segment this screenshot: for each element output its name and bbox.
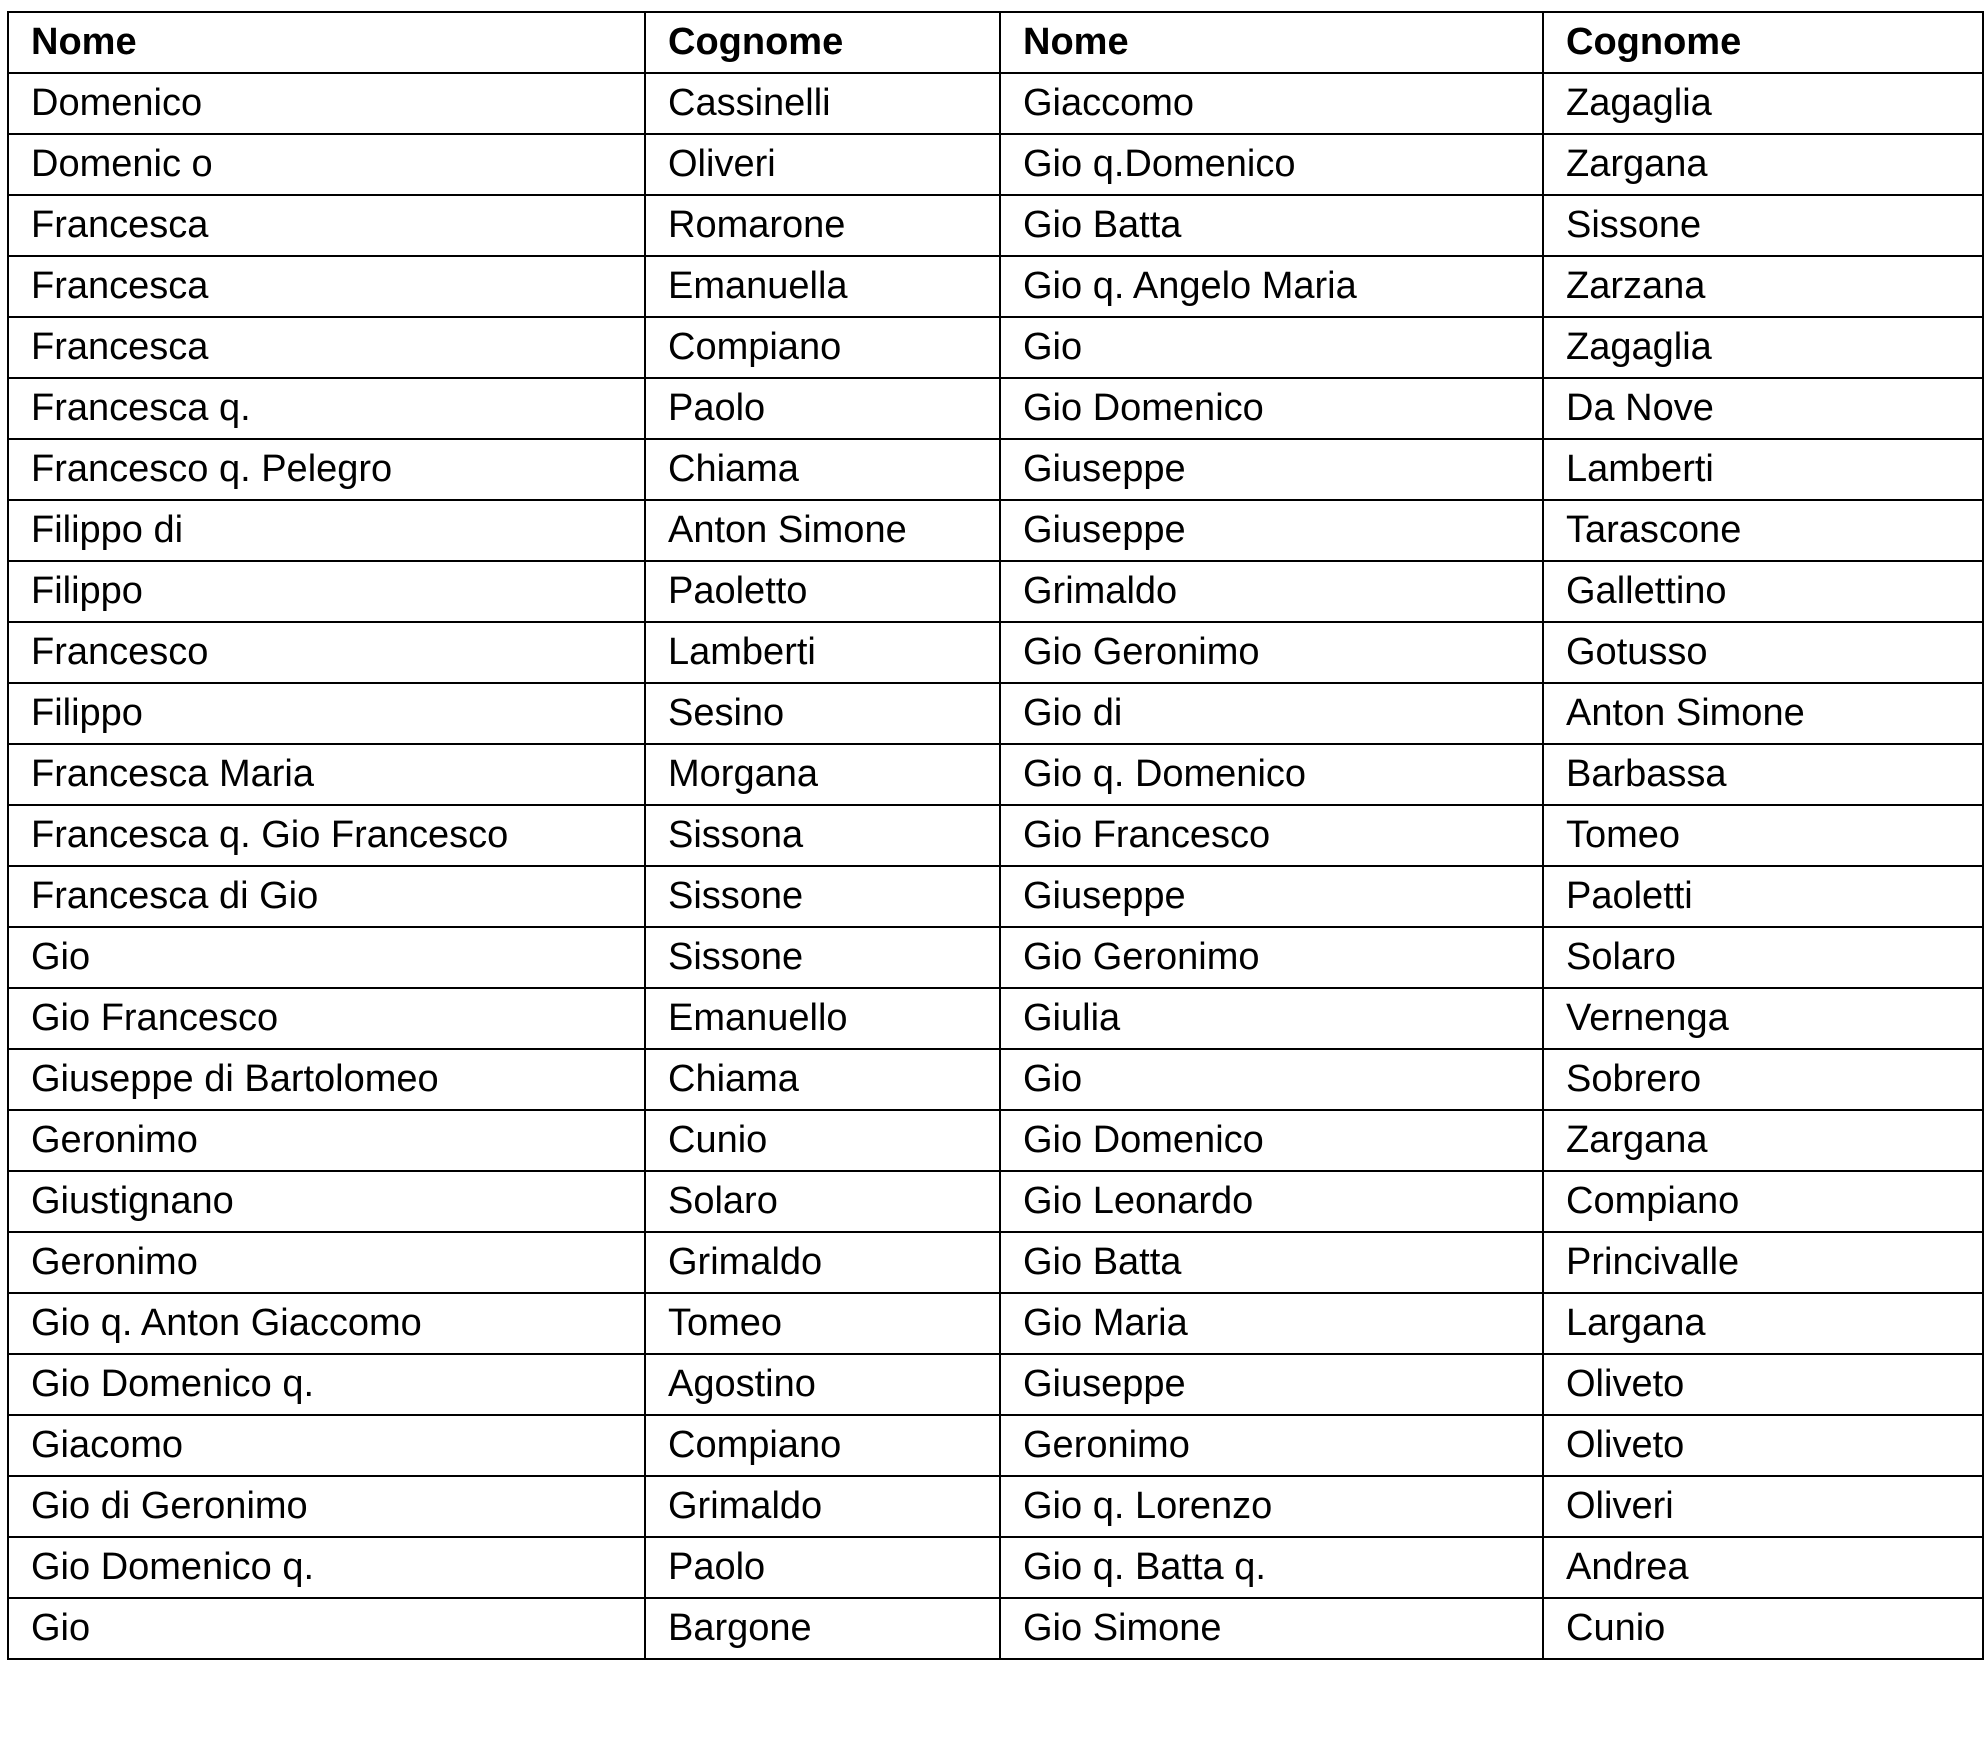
cell-cognome-1: Paoletto (645, 561, 1000, 622)
cell-cognome-2: Cunio (1543, 1598, 1983, 1659)
table-row (8, 1537, 1983, 1598)
cell-nome-2: Geronimo (1000, 1415, 1543, 1476)
cell-cognome-1: Cunio (645, 1110, 1000, 1171)
cell-cognome-2: Da Nove (1543, 378, 1983, 439)
header-cognome-1: Cognome (645, 12, 1000, 73)
header-cognome-2: Cognome (1543, 12, 1983, 73)
cell-nome-2: Gio Simone (1000, 1598, 1543, 1659)
cell-nome-2: Giuseppe (1000, 1354, 1543, 1415)
cell-nome-1: Francesca (8, 256, 645, 317)
cell-cognome-1: Grimaldo (645, 1476, 1000, 1537)
names-table (7, 11, 1984, 1660)
cell-nome-1: Francesco (8, 622, 645, 683)
table-row (8, 805, 1983, 866)
cell-nome-2: Giuseppe (1000, 439, 1543, 500)
cell-cognome-2: Zargana (1543, 1110, 1983, 1171)
cell-nome-2: Gio q. Lorenzo (1000, 1476, 1543, 1537)
cell-nome-2: Gio q. Domenico (1000, 744, 1543, 805)
cell-cognome-1: Solaro (645, 1171, 1000, 1232)
cell-cognome-1: Cassinelli (645, 73, 1000, 134)
table-row (8, 744, 1983, 805)
cell-cognome-1: Compiano (645, 1415, 1000, 1476)
cell-nome-2: Giaccomo (1000, 73, 1543, 134)
cell-cognome-1: Oliveri (645, 134, 1000, 195)
table-row (8, 378, 1983, 439)
cell-cognome-1: Sissone (645, 927, 1000, 988)
cell-cognome-1: Compiano (645, 317, 1000, 378)
cell-nome-2: Giuseppe (1000, 866, 1543, 927)
table-row (8, 1476, 1983, 1537)
table-row (8, 500, 1983, 561)
header-row (8, 12, 1983, 73)
table-row (8, 622, 1983, 683)
cell-nome-1: Filippo (8, 561, 645, 622)
table-row (8, 73, 1983, 134)
table-row (8, 927, 1983, 988)
cell-nome-1: Francesca Maria (8, 744, 645, 805)
cell-nome-1: Francesca di Gio (8, 866, 645, 927)
cell-cognome-2: Sobrero (1543, 1049, 1983, 1110)
cell-nome-1: Francesca q. Gio Francesco (8, 805, 645, 866)
table-row (8, 1415, 1983, 1476)
cell-nome-1: Geronimo (8, 1232, 645, 1293)
cell-cognome-1: Romarone (645, 195, 1000, 256)
cell-cognome-2: Anton Simone (1543, 683, 1983, 744)
cell-nome-1: Gio (8, 927, 645, 988)
table-row (8, 1354, 1983, 1415)
cell-cognome-2: Gallettino (1543, 561, 1983, 622)
table-row (8, 317, 1983, 378)
cell-nome-2: Gio Geronimo (1000, 622, 1543, 683)
cell-nome-1: Gio Domenico q. (8, 1354, 645, 1415)
cell-nome-2: Gio (1000, 317, 1543, 378)
cell-nome-1: Gio q. Anton Giaccomo (8, 1293, 645, 1354)
header-nome-1: Nome (8, 12, 645, 73)
cell-cognome-2: Oliveto (1543, 1415, 1983, 1476)
cell-cognome-2: Tomeo (1543, 805, 1983, 866)
cell-nome-2: Gio q. Batta q. (1000, 1537, 1543, 1598)
cell-nome-2: Gio Domenico (1000, 1110, 1543, 1171)
header-nome-2: Nome (1000, 12, 1543, 73)
cell-cognome-1: Paolo (645, 1537, 1000, 1598)
cell-cognome-1: Morgana (645, 744, 1000, 805)
cell-cognome-2: Paoletti (1543, 866, 1983, 927)
cell-nome-1: Francesca (8, 195, 645, 256)
cell-cognome-1: Sesino (645, 683, 1000, 744)
cell-cognome-1: Agostino (645, 1354, 1000, 1415)
cell-cognome-2: Princivalle (1543, 1232, 1983, 1293)
cell-cognome-2: Lamberti (1543, 439, 1983, 500)
table-body (8, 73, 1983, 1659)
cell-cognome-2: Zagaglia (1543, 317, 1983, 378)
cell-nome-2: Gio Batta (1000, 195, 1543, 256)
table-row (8, 866, 1983, 927)
cell-cognome-2: Vernenga (1543, 988, 1983, 1049)
table-row (8, 988, 1983, 1049)
cell-nome-1: Gio Domenico q. (8, 1537, 645, 1598)
cell-cognome-1: Lamberti (645, 622, 1000, 683)
cell-nome-2: Gio (1000, 1049, 1543, 1110)
cell-nome-1: Gio (8, 1598, 645, 1659)
cell-nome-1: Domenico (8, 73, 645, 134)
cell-cognome-1: Sissone (645, 866, 1000, 927)
cell-cognome-2: Oliveri (1543, 1476, 1983, 1537)
table-row (8, 1598, 1983, 1659)
cell-nome-1: Giustignano (8, 1171, 645, 1232)
cell-cognome-1: Emanuello (645, 988, 1000, 1049)
cell-nome-1: Giacomo (8, 1415, 645, 1476)
cell-cognome-2: Tarascone (1543, 500, 1983, 561)
table-row (8, 561, 1983, 622)
names-document (7, 11, 1982, 1756)
table-row (8, 1293, 1983, 1354)
cell-cognome-2: Gotusso (1543, 622, 1983, 683)
table-row (8, 256, 1983, 317)
cell-nome-1: Gio Francesco (8, 988, 645, 1049)
cell-nome-2: Gio Batta (1000, 1232, 1543, 1293)
cell-nome-2: Gio Francesco (1000, 805, 1543, 866)
cell-nome-1: Domenic o (8, 134, 645, 195)
cell-nome-1: Geronimo (8, 1110, 645, 1171)
table-row (8, 195, 1983, 256)
cell-nome-1: Francesca (8, 317, 645, 378)
cell-nome-2: Gio Leonardo (1000, 1171, 1543, 1232)
cell-nome-2: Gio Maria (1000, 1293, 1543, 1354)
table-row (8, 1232, 1983, 1293)
cell-nome-1: Filippo di (8, 500, 645, 561)
cell-cognome-2: Largana (1543, 1293, 1983, 1354)
table-row (8, 134, 1983, 195)
cell-cognome-2: Solaro (1543, 927, 1983, 988)
cell-cognome-2: Zargana (1543, 134, 1983, 195)
cell-nome-1: Francesco q. Pelegro (8, 439, 645, 500)
cell-cognome-1: Chiama (645, 1049, 1000, 1110)
cell-nome-2: Gio q.Domenico (1000, 134, 1543, 195)
table-row (8, 439, 1983, 500)
cell-cognome-2: Sissone (1543, 195, 1983, 256)
cell-nome-2: Gio di (1000, 683, 1543, 744)
cell-cognome-1: Chiama (645, 439, 1000, 500)
cell-nome-1: Giuseppe di Bartolomeo (8, 1049, 645, 1110)
table-row (8, 1049, 1983, 1110)
cell-nome-1: Filippo (8, 683, 645, 744)
cell-cognome-2: Zarzana (1543, 256, 1983, 317)
cell-nome-2: Gio Domenico (1000, 378, 1543, 439)
cell-cognome-2: Andrea (1543, 1537, 1983, 1598)
cell-cognome-2: Compiano (1543, 1171, 1983, 1232)
cell-nome-2: Giulia (1000, 988, 1543, 1049)
table-row (8, 683, 1983, 744)
cell-cognome-1: Bargone (645, 1598, 1000, 1659)
cell-cognome-1: Grimaldo (645, 1232, 1000, 1293)
cell-cognome-2: Zagaglia (1543, 73, 1983, 134)
cell-cognome-2: Barbassa (1543, 744, 1983, 805)
cell-cognome-1: Sissona (645, 805, 1000, 866)
cell-cognome-1: Paolo (645, 378, 1000, 439)
cell-nome-1: Francesca q. (8, 378, 645, 439)
cell-nome-2: Gio q. Angelo Maria (1000, 256, 1543, 317)
cell-nome-2: Giuseppe (1000, 500, 1543, 561)
cell-nome-1: Gio di Geronimo (8, 1476, 645, 1537)
cell-nome-2: Gio Geronimo (1000, 927, 1543, 988)
cell-nome-2: Grimaldo (1000, 561, 1543, 622)
table-row (8, 1171, 1983, 1232)
cell-cognome-2: Oliveto (1543, 1354, 1983, 1415)
cell-cognome-1: Anton Simone (645, 500, 1000, 561)
cell-cognome-1: Emanuella (645, 256, 1000, 317)
table-row (8, 1110, 1983, 1171)
cell-cognome-1: Tomeo (645, 1293, 1000, 1354)
